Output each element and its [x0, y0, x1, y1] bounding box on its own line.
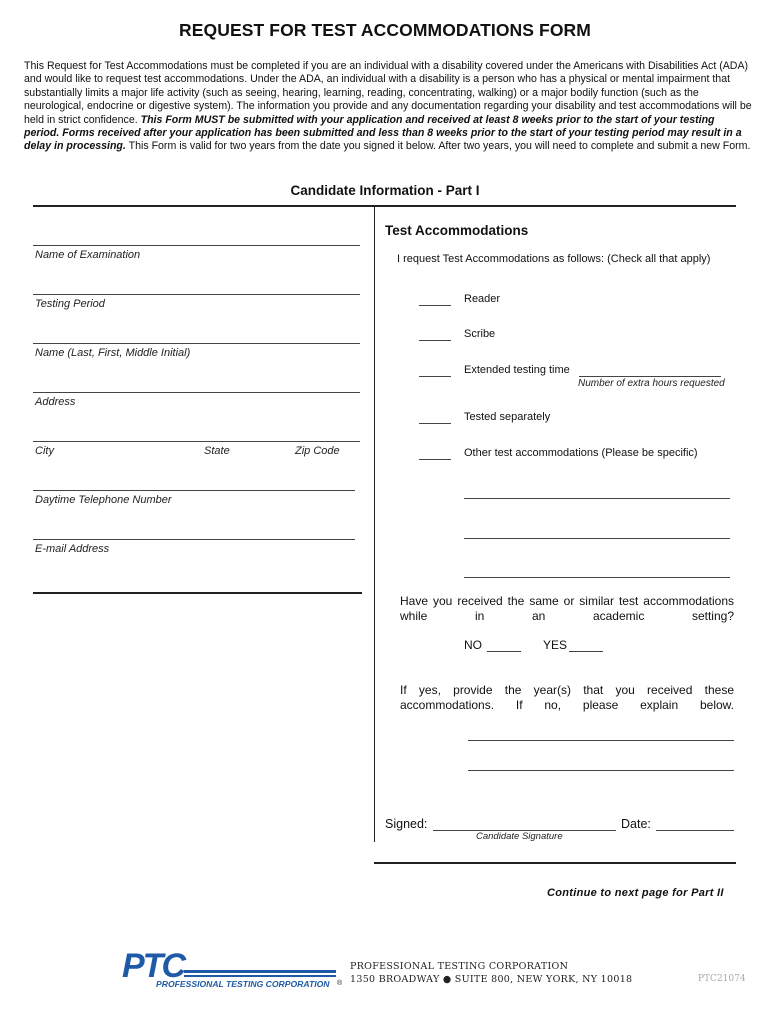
address-label: Address — [35, 396, 76, 408]
option-reader: Reader — [464, 293, 501, 305]
phone-label: Daytime Telephone Number — [35, 494, 172, 506]
accommodations-instruction: I request Test Accommodations as follows: (Check all that apply) — [397, 253, 711, 265]
intro-validity: This Form is valid for two years from the date you signed it below. After two years, you will need to complete and submit a new Form. — [125, 140, 751, 153]
phone-field[interactable] — [33, 490, 355, 491]
academic-question: Have you received the same or similar test accommodations while in an academic setting? — [400, 594, 734, 623]
candidate-name-field[interactable] — [33, 343, 360, 344]
option-other: Other test accommodations (Please be specific) — [464, 447, 698, 459]
extra-hours-caption: Number of extra hours requested — [578, 378, 725, 389]
ptc-logo — [122, 950, 347, 992]
extra-hours-field[interactable] — [579, 376, 721, 377]
footer-company: PROFESSIONAL TESTING CORPORATION — [350, 961, 569, 972]
section-title: Candidate Information - Part I — [290, 183, 480, 198]
state-label: State — [204, 445, 230, 457]
email-field[interactable] — [33, 539, 355, 540]
address-field[interactable] — [33, 392, 360, 393]
date-field[interactable] — [656, 830, 734, 831]
option-tested-separately: Tested separately — [464, 411, 551, 423]
other-specify-line-1[interactable] — [464, 498, 730, 499]
explain-line-1[interactable] — [468, 740, 734, 741]
registered-mark: ® — [337, 980, 343, 987]
form-code: PTC21074 — [698, 974, 746, 984]
continue-note: Continue to next page for Part II — [547, 887, 724, 899]
reader-checkbox[interactable] — [419, 305, 451, 306]
if-yes-instruction: If yes, provide the year(s) that you received these accommodations. If no, please explain below. — [400, 683, 734, 712]
section-bottom-rule — [374, 862, 736, 864]
other-accommodations-checkbox[interactable] — [419, 459, 451, 460]
logo-stripe-1 — [184, 970, 336, 973]
logo-letters: PTC — [122, 950, 184, 985]
signature-caption: Candidate Signature — [476, 831, 563, 842]
form-title: REQUEST FOR TEST ACCOMMODATIONS FORM — [179, 20, 591, 40]
logo-stripe-2 — [184, 975, 336, 977]
accommodations-title: Test Accommodations — [385, 223, 529, 238]
column-divider — [374, 207, 375, 842]
exam-name-label: Name of Examination — [35, 249, 141, 261]
no-checkbox[interactable] — [487, 651, 521, 652]
other-specify-line-3[interactable] — [464, 577, 730, 578]
yes-checkbox[interactable] — [569, 651, 603, 652]
candidate-name-label: Name (Last, First, Middle Initial) — [35, 347, 191, 359]
city-state-zip-field[interactable] — [33, 441, 360, 442]
other-specify-line-2[interactable] — [464, 538, 730, 539]
city-label: City — [35, 445, 54, 457]
option-extended-time: Extended testing time — [464, 364, 570, 376]
explain-line-2[interactable] — [468, 770, 734, 771]
yes-label: YES — [543, 638, 568, 652]
logo-caption: PROFESSIONAL TESTING CORPORATION — [156, 979, 330, 989]
extended-time-checkbox[interactable] — [419, 376, 451, 377]
email-label: E-mail Address — [35, 543, 110, 555]
option-scribe: Scribe — [464, 328, 496, 340]
footer-address: 1350 BROADWAY ● SUITE 800, NEW YORK, NY 10018 — [350, 974, 633, 985]
exam-name-field[interactable] — [33, 245, 360, 246]
intro-paragraph — [24, 60, 752, 154]
testing-period-label: Testing Period — [35, 298, 105, 310]
testing-period-field[interactable] — [33, 294, 360, 295]
scribe-checkbox[interactable] — [419, 340, 451, 341]
intro-text: This Request for Test Accommodations must be completed if you are an individual with a disability covered under the Americans with Disabilities Act (ADA) and would like to request test accommodations. Under the ADA, an individual with a disability is a person who has a physical or mental impairment that substantially limits a major life activity (such as seeing, hearing, learning, reading, concentrating, walking) or a major bodily function (such as the neurological, endocrine or digestive system). The information you provide and any documentation regarding your disability and test accommodations will be held in strict confidence. — [24, 60, 752, 126]
intro-deadline-notice: This Form MUST be submitted with your application and received at least 8 weeks prior to the start of your testing period. Forms received after your application has been submitted and less than 8 weeks prior to the start of your testing period may result in a delay in processing. — [24, 113, 742, 153]
tested-separately-checkbox[interactable] — [419, 423, 451, 424]
zip-label: Zip Code — [295, 445, 340, 457]
no-label: NO — [464, 638, 482, 652]
signed-label: Signed: — [385, 817, 428, 831]
candidate-bottom-rule — [33, 592, 362, 594]
date-label: Date: — [621, 817, 651, 831]
section-top-rule — [33, 205, 736, 207]
